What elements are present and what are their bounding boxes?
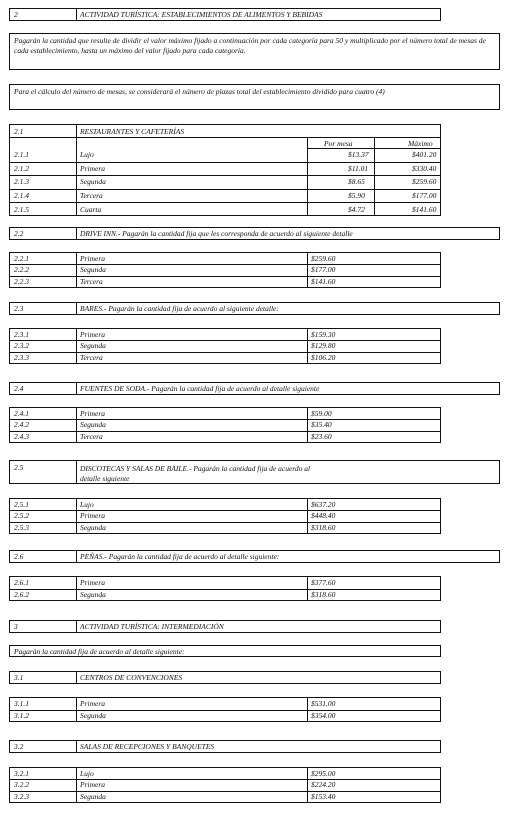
row-max: $401.20	[412, 150, 437, 160]
row-category: Segunda	[80, 420, 106, 430]
table-row	[10, 510, 440, 521]
section-title: CENTROS DE CONVENCIONES	[80, 673, 183, 682]
row-value: $448.40	[311, 511, 336, 521]
row-category: Primera	[80, 163, 105, 173]
row-category: Lujo	[80, 769, 94, 779]
row-value: $295.00	[311, 769, 336, 779]
section-number: 2	[14, 10, 18, 19]
row-number: 2.1.4	[14, 191, 29, 201]
row-value: $129.80	[311, 341, 336, 351]
row-value: $224.20	[311, 780, 336, 790]
row-category: Primera	[80, 409, 105, 419]
row-category: Tercera	[80, 352, 103, 362]
table-row	[10, 577, 440, 589]
row-category: Primera	[80, 699, 105, 709]
table-row	[10, 340, 440, 351]
section-number: 2.2	[14, 229, 24, 238]
table-row	[10, 779, 440, 790]
table-row	[10, 276, 440, 287]
section-number: 2.3	[14, 304, 24, 313]
row-value: $318.60	[311, 522, 336, 532]
row-max: $177.00	[412, 191, 437, 201]
intro-text: Pagarán la cantidad fija de acuerdo al detalle siguiente:	[14, 646, 185, 656]
table-row	[10, 202, 440, 216]
row-number: 3.1.2	[14, 710, 29, 720]
table-row	[10, 329, 440, 340]
row-category: Primera	[80, 330, 105, 340]
row-number: 2.5.1	[14, 500, 29, 510]
table-row	[10, 431, 440, 442]
table-row	[10, 419, 440, 430]
row-category: Segunda	[80, 589, 106, 599]
table-row	[10, 175, 440, 189]
row-max: $259.60	[412, 177, 437, 187]
section-number: 3.1	[14, 673, 24, 682]
section-number: 2.6	[14, 552, 24, 561]
row-number: 2.1.5	[14, 204, 29, 214]
section-3-2-table	[9, 767, 441, 803]
row-value: $377.60	[311, 578, 336, 588]
section-2-6-table	[9, 576, 441, 601]
row-category: Tercera	[80, 431, 103, 441]
section-3-1-table	[9, 697, 441, 722]
table-row	[10, 768, 440, 779]
table-row	[10, 589, 440, 601]
row-number: 2.4.2	[14, 420, 29, 430]
section-number: 2.5	[14, 462, 24, 472]
row-value: $106.20	[311, 352, 336, 362]
section-title: FUENTES DE SODA.- Pagarán la cantidad fija de acuerdo al detalle siguiente	[80, 384, 320, 393]
row-per-table: $13.37	[348, 150, 369, 160]
row-value: $159.30	[311, 330, 336, 340]
row-category: Segunda	[80, 791, 106, 801]
row-category: Lujo	[80, 500, 94, 510]
row-value: $637.20	[311, 500, 336, 510]
row-category: Lujo	[80, 150, 94, 160]
section-3-2-header	[9, 740, 441, 753]
table-row	[10, 189, 440, 203]
col-per-table: Por mesa	[324, 138, 353, 148]
row-number: 2.5.2	[14, 511, 29, 521]
row-number: 2.4.1	[14, 409, 29, 419]
section-2-1-table	[9, 124, 441, 216]
row-value: $141.60	[311, 276, 336, 286]
row-value: $531.00	[311, 699, 336, 709]
row-value: $23.60	[311, 431, 332, 441]
row-max: $141.60	[412, 204, 437, 214]
row-category: Segunda	[80, 341, 106, 351]
table-row	[10, 499, 440, 510]
table-row	[10, 253, 440, 264]
section-title-line-2: detalle siguiente	[80, 473, 130, 483]
row-value: $318.60	[311, 589, 336, 599]
row-per-table: $5.90	[348, 191, 365, 201]
section-2-6-header	[9, 550, 500, 563]
row-number: 2.6.1	[14, 578, 29, 588]
row-category: Primera	[80, 578, 105, 588]
table-row	[10, 710, 440, 722]
row-value: $354.00	[311, 710, 336, 720]
row-value: $153.40	[311, 791, 336, 801]
section-2-5-table	[9, 498, 441, 534]
section-2-2-table	[9, 252, 441, 288]
row-number: 3.2.3	[14, 791, 29, 801]
row-number: 2.1.3	[14, 177, 29, 187]
section-title: BARES.- Pagarán la cantidad fija de acuerdo al siguiente detalle:	[80, 304, 279, 313]
table-row	[10, 698, 440, 710]
row-number: 2.1.2	[14, 163, 29, 173]
row-value: $259.60	[311, 254, 336, 264]
section-2-4-header	[9, 382, 500, 395]
table-row	[10, 162, 440, 176]
row-category: Tercera	[80, 276, 103, 286]
row-number: 3.2.1	[14, 769, 29, 779]
table-row	[10, 352, 440, 363]
row-per-table: $11.01	[348, 163, 369, 173]
row-category: Primera	[80, 254, 105, 264]
section-title: PEÑAS.- Pagarán la cantidad fija de acuerdo al detalle siguiente:	[80, 552, 280, 561]
section-number: 3.2	[14, 742, 24, 751]
row-number: 2.5.3	[14, 522, 29, 532]
row-category: Segunda	[80, 522, 106, 532]
row-per-table: $8.65	[348, 177, 365, 187]
row-number: 3.2.2	[14, 780, 29, 790]
section-number: 3	[14, 622, 18, 631]
table-row	[10, 522, 440, 533]
row-number: 2.1.1	[14, 150, 29, 160]
row-number: 2.3.3	[14, 352, 29, 362]
section-2-header	[9, 8, 441, 21]
column-header-row	[10, 138, 440, 148]
section-3-1-header	[9, 671, 441, 684]
section-2-note: Para el cálculo del número de mesas, se considerará el número de plazas total del establecimiento dividido para cuatro (4)	[9, 84, 500, 110]
section-title: RESTAURANTES Y CAFETERÍAS	[80, 126, 185, 136]
section-title: DRIVE INN.- Pagarán la cantidad fija que les corresponda de acuerdo al siguiente detalle	[80, 229, 353, 238]
section-2-intro: Pagarán la cantidad que resulte de dividir el valor máximo fijado a continuación por cada categoría para 50 y multiplicado por el número total de mesas de cada establecimiento, hasta un máximo del valor fijado para cada categoría.	[9, 33, 500, 70]
row-category: Primera	[80, 511, 105, 521]
row-value: $177.00	[311, 265, 336, 275]
row-category: Segunda	[80, 177, 106, 187]
row-number: 2.6.2	[14, 589, 29, 599]
table-header-row	[10, 125, 440, 137]
section-title: ACTIVIDAD TURÍSTICA: INTERMEDIACIÓN	[80, 622, 224, 631]
section-3-header	[9, 620, 441, 633]
row-number: 2.3.2	[14, 341, 29, 351]
section-title: ACTIVIDAD TURÍSTICA: ESTABLECIMIENTOS DE ALIMENTOS Y BEBIDAS	[80, 10, 323, 19]
section-title: SALAS DE RECEPCIONES Y BANQUETES	[80, 742, 215, 751]
row-number: 2.3.1	[14, 330, 29, 340]
row-category: Primera	[80, 780, 105, 790]
row-max: $330.40	[412, 163, 437, 173]
section-number: 2.1	[14, 126, 24, 136]
row-category: Segunda	[80, 265, 106, 275]
row-number: 2.4.3	[14, 431, 29, 441]
row-per-table: $4.72	[348, 204, 365, 214]
row-number: 3.1.1	[14, 699, 29, 709]
table-row	[10, 791, 440, 802]
col-max: Máximo	[408, 138, 433, 148]
section-2-4-table	[9, 407, 441, 443]
row-number: 2.2.2	[14, 265, 29, 275]
section-3-intro	[9, 645, 441, 657]
table-row	[10, 264, 440, 275]
row-category: Segunda	[80, 710, 106, 720]
row-value: $35.40	[311, 420, 332, 430]
table-row	[10, 148, 440, 162]
section-2-3-table	[9, 328, 441, 364]
section-title-line-1: DISCOTECAS Y SALAS DE BAILE.- Pagarán la cantidad fija de acuerdo al	[80, 463, 311, 473]
row-number: 2.2.1	[14, 254, 29, 264]
row-category: Tercera	[80, 191, 103, 201]
section-2-5-header	[9, 460, 500, 484]
section-number: 2.4	[14, 384, 24, 393]
row-number: 2.2.3	[14, 276, 29, 286]
section-2-3-header	[9, 302, 500, 315]
row-category: Cuarta	[80, 204, 102, 214]
table-row	[10, 408, 440, 419]
row-value: $59.00	[311, 409, 332, 419]
section-2-2-header	[9, 227, 500, 240]
